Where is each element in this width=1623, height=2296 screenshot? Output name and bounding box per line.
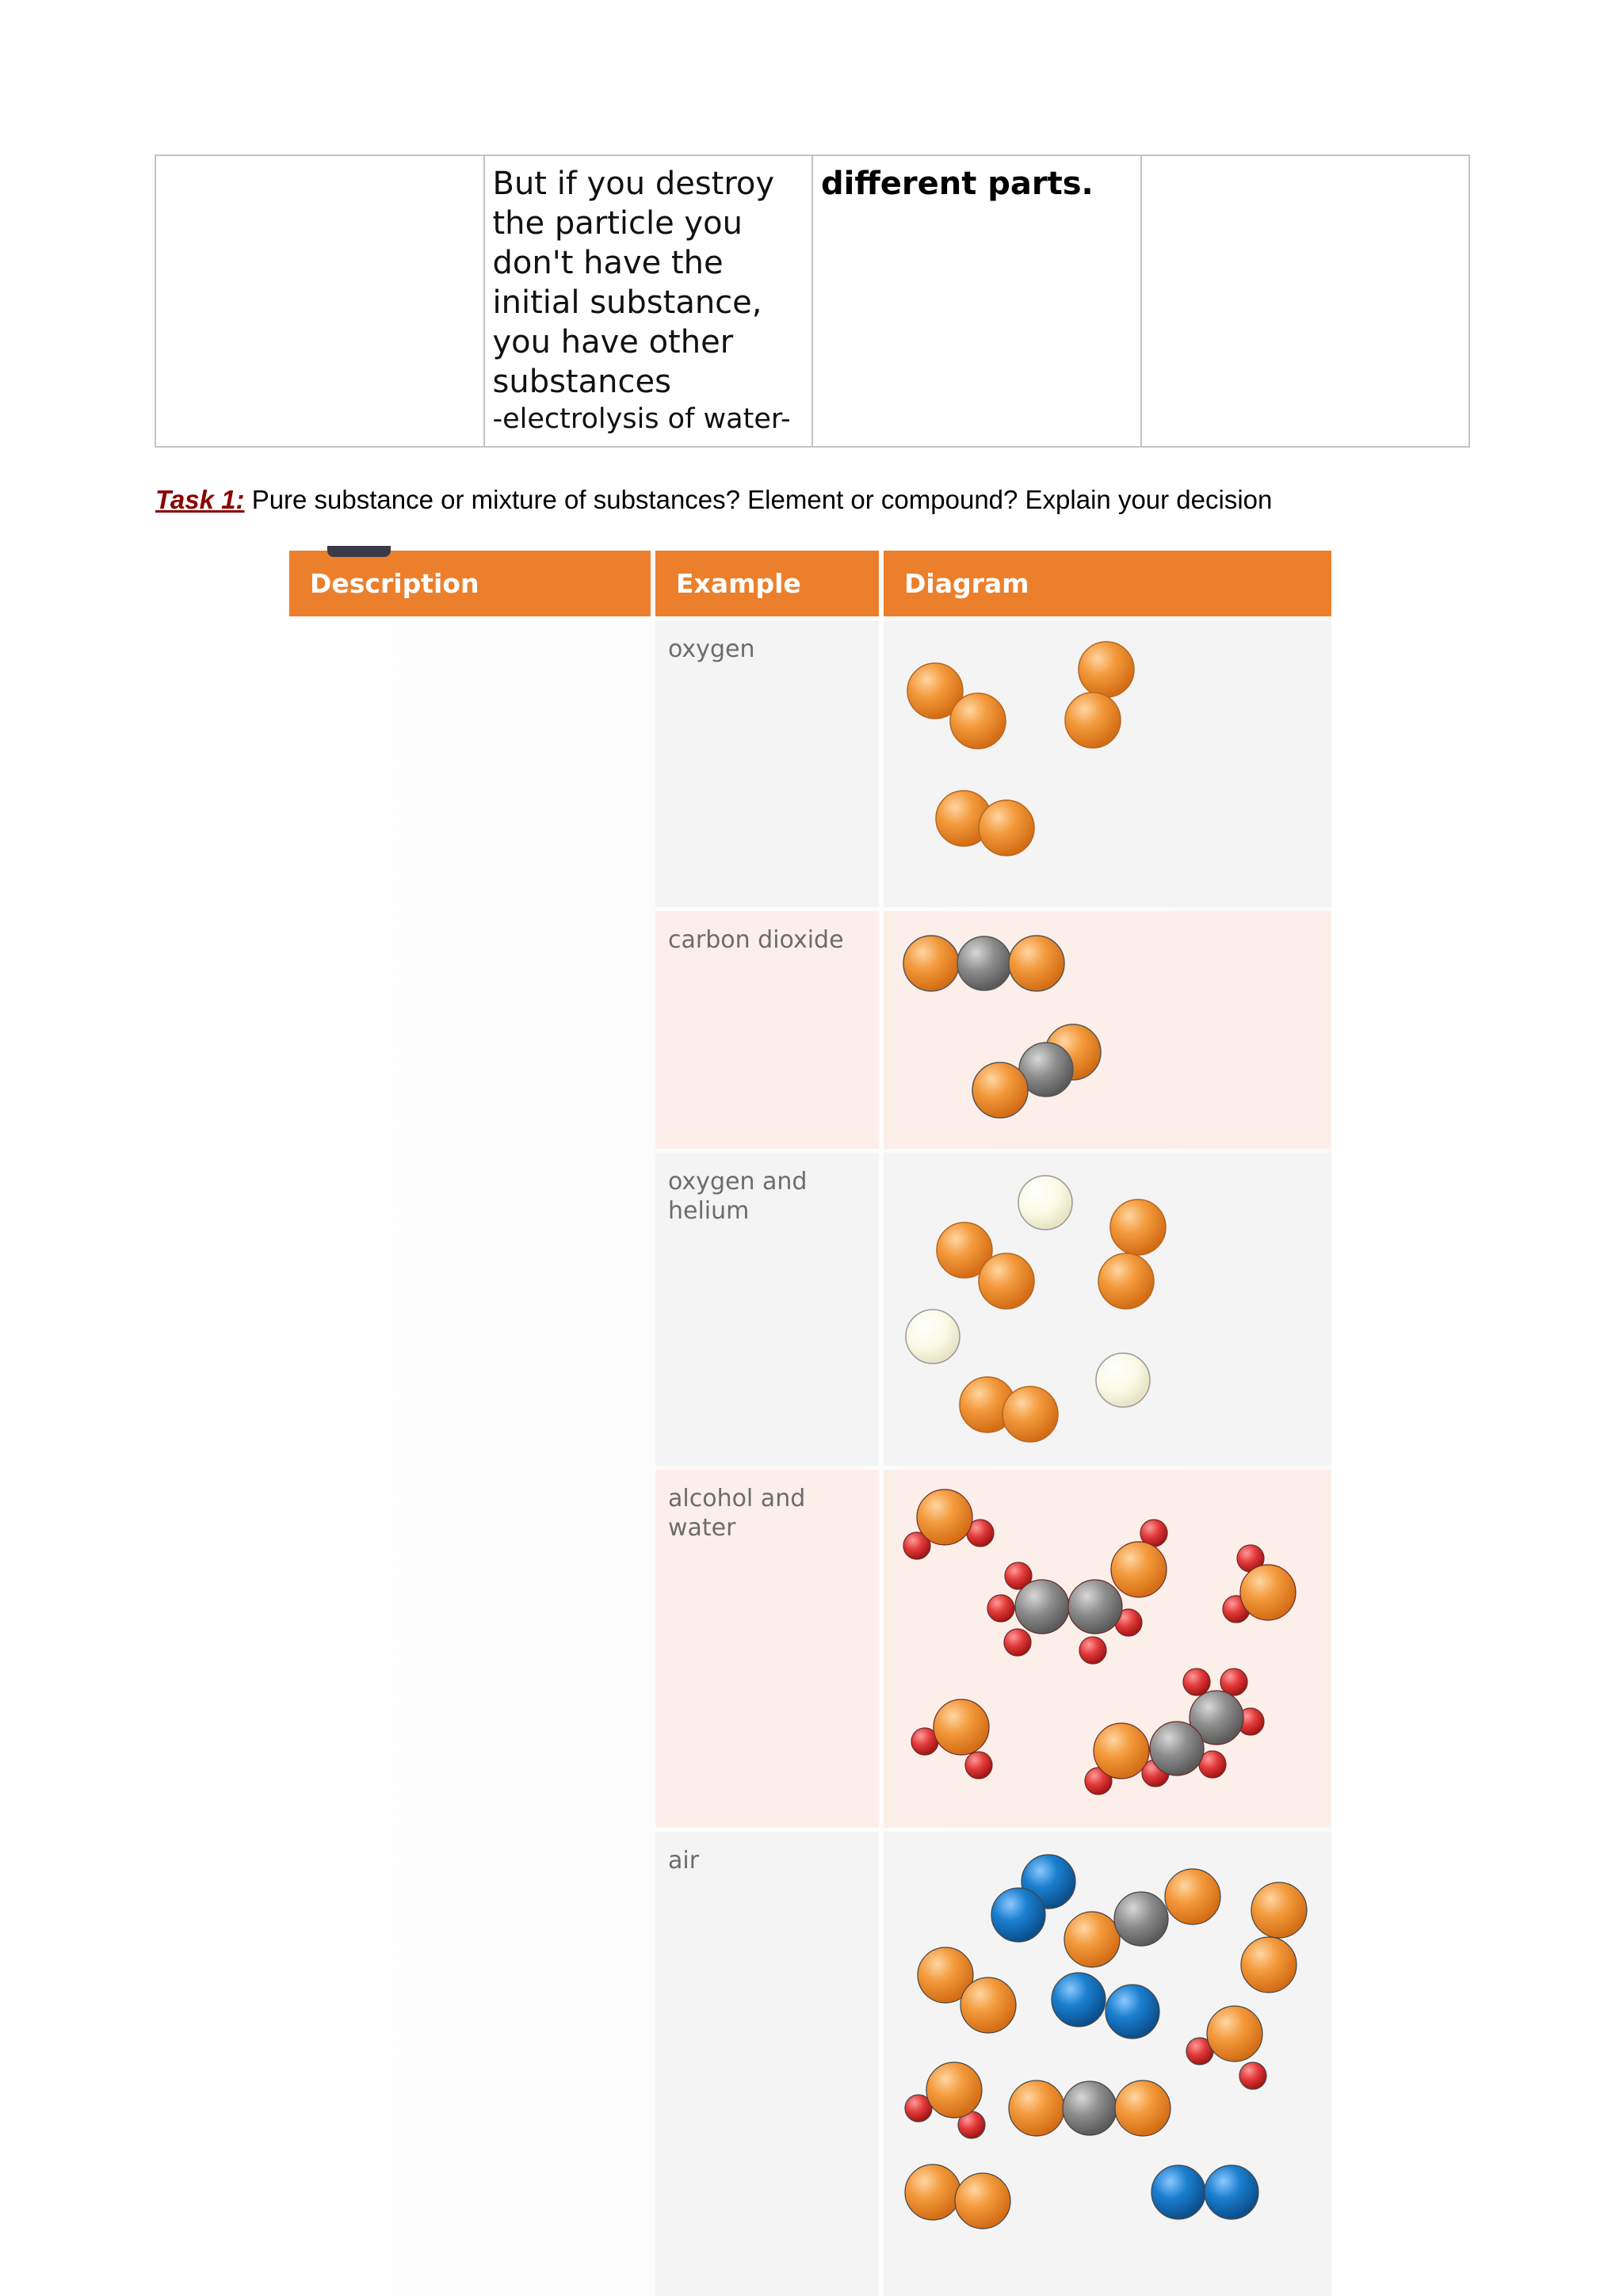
nitrogen-atom: [991, 1888, 1045, 1942]
top-table: [155, 154, 1470, 448]
task-label: Task 1:: [155, 485, 245, 514]
example-label: alcohol and water: [668, 1485, 806, 1542]
tab-corner: [327, 546, 391, 557]
oxygen-atom: [934, 1699, 989, 1755]
carbon-atom: [1150, 1722, 1204, 1775]
oxygen-atom: [979, 800, 1034, 856]
diagram-oxygen-helium: [884, 1153, 1331, 1466]
diagram-cell-oxygen: [884, 620, 1331, 907]
hydrogen-atom: [1239, 2062, 1266, 2089]
example-cell-oxygen: [655, 620, 879, 907]
cell-line: substances: [492, 364, 671, 400]
hydrogen-atom: [987, 1595, 1014, 1622]
oxygen-atom: [905, 2164, 960, 2220]
cell-bold-text: different parts.: [821, 166, 1094, 202]
oxygen-atom: [1207, 2006, 1262, 2061]
oxygen-atom: [1002, 1386, 1058, 1442]
oxygen-atom: [972, 1062, 1028, 1118]
example-cell-alcohol-water: [655, 1470, 879, 1828]
header-diagram-label: Diagram: [904, 568, 1029, 599]
diagram-carbon-dioxide: [884, 911, 1331, 1149]
oxygen-atom: [1064, 1912, 1120, 1967]
cell-line: don't have the: [492, 245, 724, 281]
diagram-cell-carbon-dioxide: [884, 911, 1331, 1149]
particle-table: [252, 551, 1331, 2296]
oxygen-atom: [950, 693, 1006, 749]
oxygen-atom: [917, 1489, 972, 1545]
oxygen-atom: [955, 2173, 1010, 2229]
header-description: [289, 551, 651, 616]
oxygen-atom: [1009, 2081, 1064, 2136]
oxygen-atom: [1115, 2081, 1170, 2136]
hydrogen-atom: [1004, 1629, 1031, 1656]
oxygen-atom: [926, 2062, 982, 2118]
oxygen-atom: [1111, 1542, 1167, 1597]
helium-atom: [1096, 1353, 1150, 1407]
diagram-air: [884, 1832, 1331, 2296]
carbon-atom: [957, 936, 1011, 990]
diagram-cell-alcohol-water: [884, 1470, 1331, 1828]
hydrogen-atom: [1183, 1669, 1210, 1695]
hydrogen-atom: [1079, 1637, 1106, 1664]
example-label: air: [668, 1847, 700, 1875]
cell-line: But if you destroy: [492, 166, 775, 202]
header-description-label: Description: [310, 568, 479, 599]
helium-atom: [906, 1310, 960, 1363]
oxygen-atom: [960, 1978, 1016, 2033]
oxygen-atom: [1241, 1937, 1296, 1993]
top-table-cell-2: [484, 155, 813, 447]
task-line: [155, 485, 1272, 515]
hydrogen-atom: [965, 1752, 992, 1779]
diagram-cell-air: [884, 1832, 1331, 2296]
cell-line: initial substance,: [492, 284, 762, 321]
header-example-label: Example: [676, 568, 801, 599]
top-table-cell-1: [155, 155, 484, 447]
diagram-oxygen: [884, 620, 1331, 907]
oxygen-atom: [1165, 1869, 1220, 1924]
oxygen-atom: [1110, 1199, 1166, 1255]
top-table-cell-3: [812, 155, 1141, 447]
hydrogen-atom: [1220, 1669, 1247, 1695]
helium-atom: [1018, 1176, 1072, 1230]
carbon-atom: [1068, 1580, 1122, 1634]
oxygen-atom: [1251, 1882, 1307, 1938]
oxygen-atom: [1065, 692, 1121, 748]
oxygen-atom: [1079, 642, 1134, 697]
example-label: carbon dioxide: [668, 926, 844, 954]
diagram-cell-oxygen-helium: [884, 1153, 1331, 1466]
cell-note: -electrolysis of water-: [492, 403, 791, 435]
nitrogen-atom: [1151, 2165, 1205, 2219]
example-cell-carbon-dioxide: [655, 911, 879, 1149]
oxygen-atom: [1240, 1565, 1296, 1620]
header-diagram: [884, 551, 1331, 616]
oxygen-atom: [903, 936, 959, 991]
cell-line: you have other: [492, 324, 734, 360]
header-example: [655, 551, 879, 616]
oxygen-atom: [1009, 936, 1064, 991]
cell-line: the particle you: [492, 205, 743, 242]
oxygen-atom: [1098, 1253, 1154, 1309]
diagram-alcohol-water: [884, 1470, 1331, 1828]
example-label: oxygen and helium: [668, 1168, 808, 1225]
carbon-atom: [1015, 1580, 1069, 1634]
top-table-cell-4: [1141, 155, 1470, 447]
oxygen-atom: [1094, 1723, 1149, 1779]
example-cell-oxygen-helium: [655, 1153, 879, 1466]
oxygen-atom: [979, 1253, 1034, 1309]
nitrogen-atom: [1205, 2165, 1258, 2219]
carbon-atom: [1114, 1892, 1168, 1946]
nitrogen-atom: [1106, 1985, 1159, 2039]
nitrogen-atom: [1052, 1973, 1106, 2027]
example-cell-air: [655, 1832, 879, 2296]
carbon-atom: [1063, 2081, 1117, 2135]
task-text: Pure substance or mixture of substances? Element or compound? Explain your decision: [251, 485, 1273, 514]
example-label: oxygen: [668, 635, 755, 663]
